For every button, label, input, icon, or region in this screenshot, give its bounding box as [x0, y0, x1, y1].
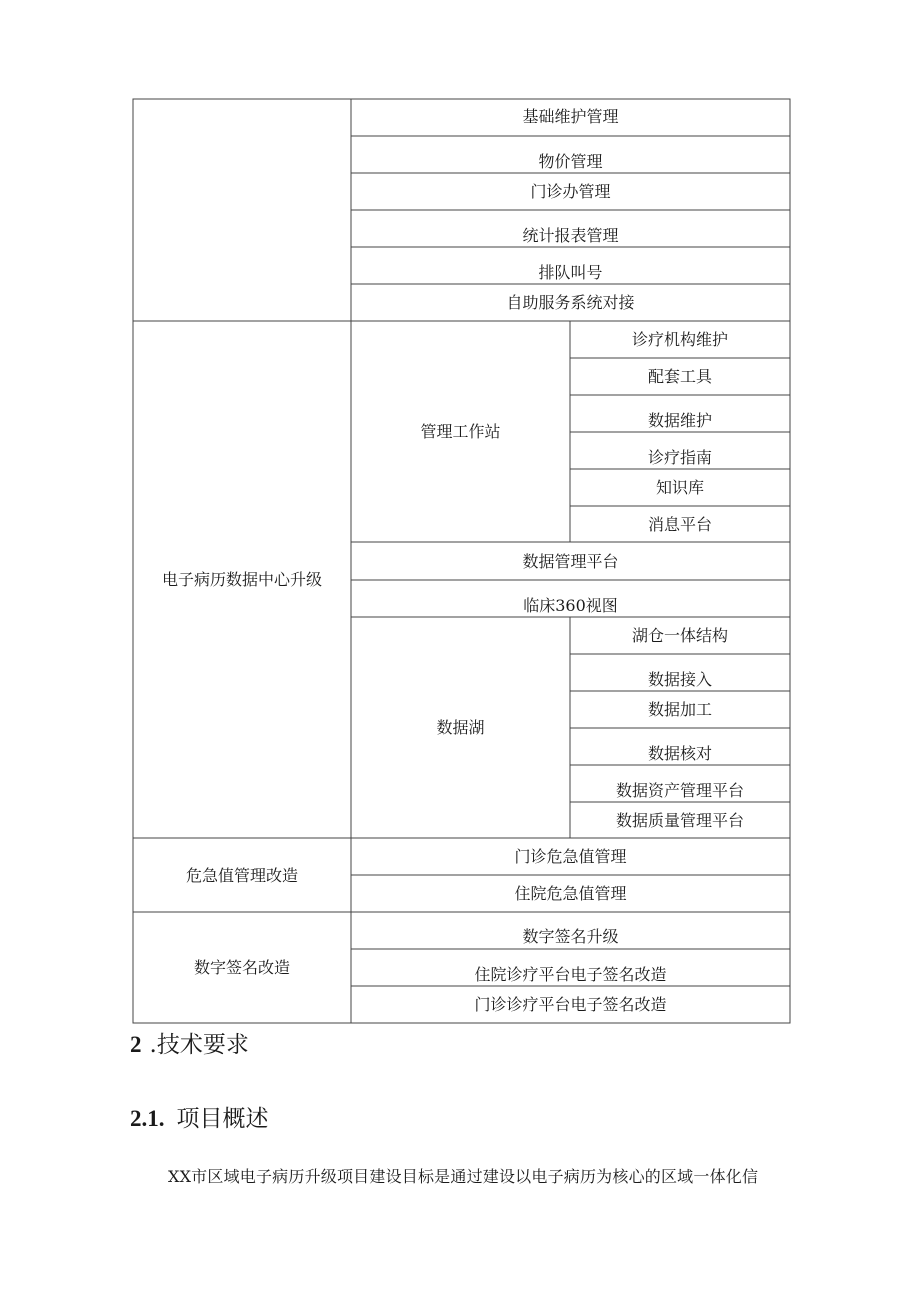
table-cell: 临床360视图	[523, 596, 618, 615]
table-group-label: 电子病历数据中心升级	[161, 570, 322, 589]
section-title: .技术要求	[149, 1032, 249, 1058]
table-cell: 数据核对	[647, 744, 712, 763]
subsection-title: 项目概述	[176, 1106, 269, 1132]
table-cell: 诊疗机构维护	[631, 330, 728, 349]
section-number: 2	[130, 1032, 142, 1057]
table-cell: 知识库	[655, 478, 704, 497]
table-cell: 门诊诊疗平台电子签名改造	[474, 995, 667, 1014]
table-cell: 数据资产管理平台	[615, 781, 744, 800]
table-cell: 诊疗指南	[647, 448, 712, 467]
table-cell: 数据接入	[647, 670, 712, 689]
table-cell: 数字签名升级	[522, 927, 619, 946]
table-cell: 住院诊疗平台电子签名改造	[474, 965, 667, 984]
table-cell: 基础维护管理	[522, 107, 619, 126]
table-cell: 物价管理	[538, 152, 603, 171]
table-cell: 消息平台	[647, 514, 712, 534]
table-cell-empty	[134, 100, 350, 320]
section-heading	[130, 1026, 249, 1059]
table-cell: 数据加工	[647, 700, 712, 719]
table-group-label: 危急值管理改造	[185, 865, 298, 885]
table-cell: 住院危急值管理	[514, 884, 627, 903]
body-paragraph: XX市区域电子病历升级项目建设目标是通过建设以电子病历为核心的区域一体化信	[168, 1167, 759, 1186]
table-cell: 数据管理平台	[522, 551, 619, 571]
table-cell: 数据质量管理平台	[615, 810, 744, 830]
subsection-heading	[130, 1100, 269, 1133]
table-cell: 统计报表管理	[522, 226, 619, 245]
table-cell: 数据维护	[647, 411, 712, 430]
table-subgroup-label: 管理工作站	[420, 422, 501, 441]
table-cell: 门诊危急值管理	[514, 847, 627, 866]
table-cell: 配套工具	[647, 367, 712, 386]
table-cell: 排队叫号	[538, 263, 603, 282]
table-group-label: 数字签名改造	[193, 958, 290, 977]
table-cell: 门诊办管理	[530, 182, 611, 201]
subsection-number: 2.1.	[130, 1106, 165, 1131]
table-cell: 湖仓一体结构	[631, 626, 728, 645]
table-subgroup-label: 数据湖	[436, 718, 485, 737]
table-cell: 自助服务系统对接	[506, 293, 635, 312]
